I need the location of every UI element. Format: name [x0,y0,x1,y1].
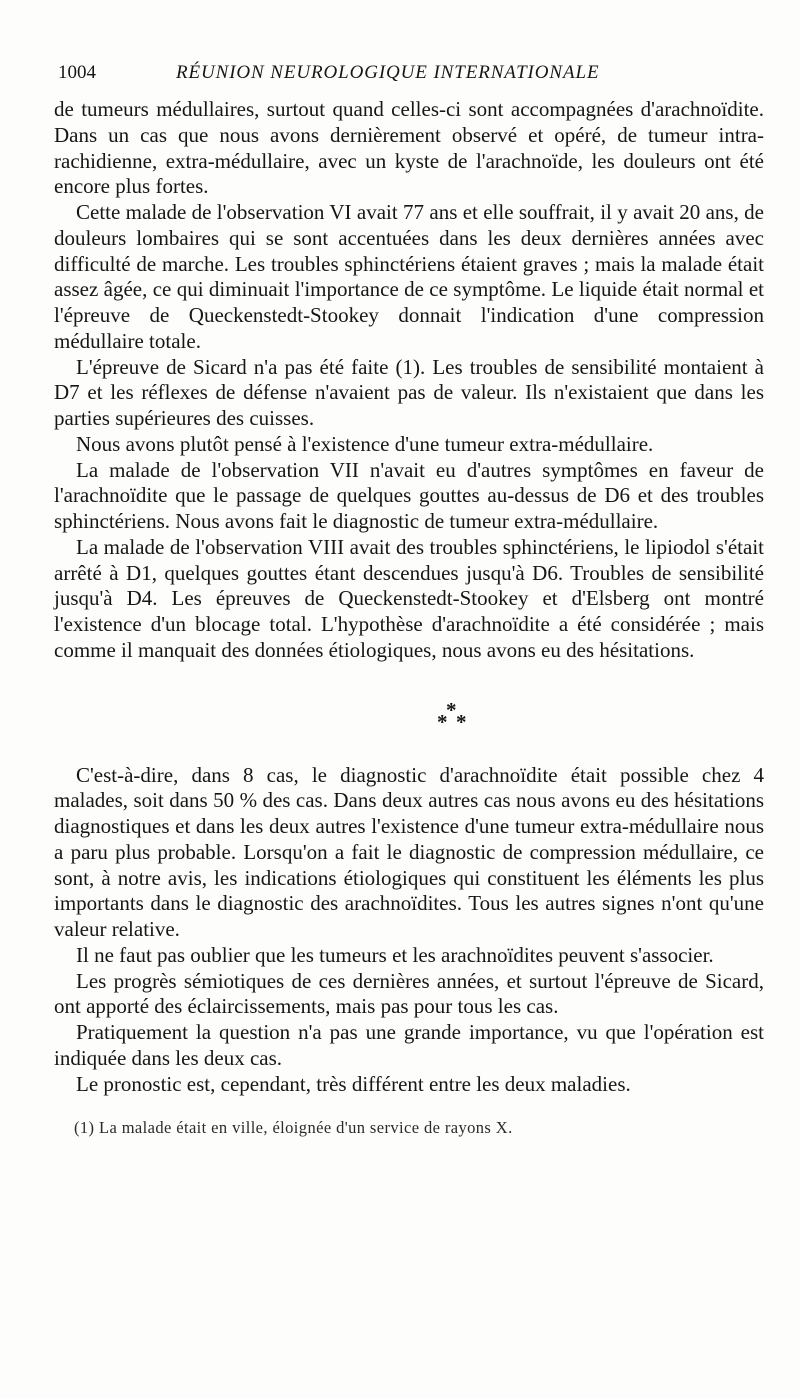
paragraph: L'épreuve de Sicard n'a pas été faite (1). Les troubles de sensibilité montaient à D7 et les réflexes de défense n'avaient pas de valeur. Ils n'existaient que dans les parties supérieures des cuisses. [54,354,764,430]
asterisk: * [446,697,457,722]
asterisk: * [456,709,467,734]
paragraph: C'est-à-dire, dans 8 cas, le diagnostic d'arachnoïdite était possible chez 4 malades, soit dans 50 % des cas. Dans deux autres cas nous avons eu des hésitations diagnostiques et dans les deux autres l'existence d'une tumeur extra-médullaire nous a paru plus probable. Lorsqu'on a fait le diagnostic de compression médullaire, ce sont, à notre avis, les indications étiologiques qui constituent les éléments les plus importants dans le diagnostic des arachnoïdites. Tous les autres signes n'ont qu'une valeur relative. [54,762,764,941]
paragraph: Les progrès sémiotiques de ces dernières années, et surtout l'épreuve de Sicard, ont apporté des éclaircissements, mais pas pour tous les cas. [54,968,764,1019]
section-conclusions [54,763,764,1098]
page-number: 1004 [58,62,96,83]
paragraph: Nous avons plutôt pensé à l'existence d'une tumeur extra-médullaire. [76,431,654,456]
running-header [58,60,758,86]
asterism-separator [54,664,764,763]
paragraph: Cette malade de l'observation VI avait 77 ans et elle souffrait, il y avait 20 ans, de douleurs lombaires qui se sont accentuées dans les deux dernières années avec difficulté de marche. Les troubles sphinctériens étaient graves ; mais la malade était assez âgée, ce qui diminuait l'importance de ce symptôme. Le liquide était normal et l'épreuve de Queckenstedt-Stookey donnait l'indication d'une compression médullaire totale. [54,200,764,353]
footnote: (1) La malade était en ville, éloignée d'un service de rayons X. [74,1118,513,1138]
paragraph: La malade de l'observation VII n'avait eu d'autres symptômes en faveur de l'arachnoïdite que le passage de quelques gouttes au-dessus de D6 et des troubles sphinctériens. Nous avons fait le diagnostic de tumeur extra-médullaire. [54,457,764,533]
asterisk: * [437,709,448,734]
paragraph: Pratiquement la question n'a pas une grande importance, vu que l'opération est indiquée dans les deux cas. [54,1020,764,1070]
section-observations [54,97,764,664]
paragraph: Il ne faut pas oublier que les tumeurs et les arachnoïdites peuvent s'associer. [76,942,714,967]
running-title: RÉUNION NEUROLOGIQUE INTERNATIONALE [176,62,600,83]
paragraph: La malade de l'observation VIII avait des troubles sphinctériens, le lipiodol s'était arrêté à D1, quelques gouttes étant descendues jusqu'à D6. Troubles de sensibilité jusqu'à D4. Les épreuves de Queckenstedt-Stookey et d'Elsberg ont montré l'existence d'un blocage total. L'hypothèse d'arachnoïdite a été considérée ; mais comme il manquait des données étiologiques, nous avons eu des hésitations. [54,534,764,662]
page-body [54,97,764,1139]
paragraph: de tumeurs médullaires, surtout quand celles-ci sont accompagnées d'arachnoïdite. Dans un cas que nous avons dernièrement observé et opéré, de tumeur intra-rachidienne, extra-médullaire, avec un kyste de l'arachnoïde, les douleurs ont été encore plus fortes. [54,97,764,199]
paragraph: Le pronostic est, cependant, très différent entre les deux maladies. [76,1071,631,1096]
